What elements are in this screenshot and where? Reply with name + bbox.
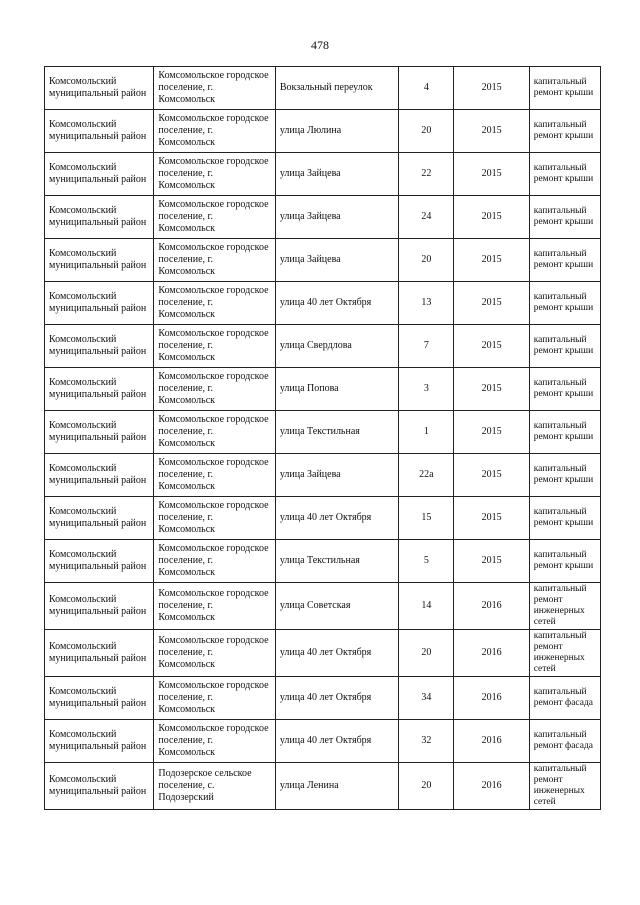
district-cell: Комсомольский муниципальный район <box>45 67 154 110</box>
year-cell: 2015 <box>454 368 529 411</box>
work-type-cell: капитальный ремонт крыши <box>529 497 600 540</box>
year-cell: 2016 <box>454 763 529 810</box>
district-cell: Комсомольский муниципальный район <box>45 720 154 763</box>
year-cell: 2015 <box>454 282 529 325</box>
table-row <box>45 497 601 540</box>
table-row <box>45 411 601 454</box>
settlement-cell: Комсомольское городское поселение, г. Комсомольск <box>154 720 275 763</box>
table-row <box>45 153 601 196</box>
district-cell: Комсомольский муниципальный район <box>45 540 154 583</box>
district-cell: Комсомольский муниципальный район <box>45 630 154 677</box>
table-row <box>45 67 601 110</box>
year-cell: 2015 <box>454 454 529 497</box>
district-cell: Комсомольский муниципальный район <box>45 454 154 497</box>
work-type-cell: капитальный ремонт крыши <box>529 368 600 411</box>
street-cell: улица 40 лет Октября <box>275 677 398 720</box>
page-number: 478 <box>311 38 329 52</box>
street-cell: улица 40 лет Октября <box>275 497 398 540</box>
table-row <box>45 630 601 677</box>
house-number-cell: 20 <box>399 630 454 677</box>
district-cell: Комсомольский муниципальный район <box>45 196 154 239</box>
year-cell: 2015 <box>454 239 529 282</box>
work-type-cell: капитальный ремонт крыши <box>529 282 600 325</box>
settlement-cell: Комсомольское городское поселение, г. Комсомольск <box>154 67 275 110</box>
street-cell: улица Свердлова <box>275 325 398 368</box>
street-cell: улица Зайцева <box>275 153 398 196</box>
work-type-cell: капитальный ремонт крыши <box>529 454 600 497</box>
street-cell: улица 40 лет Октября <box>275 282 398 325</box>
year-cell: 2015 <box>454 153 529 196</box>
table-row <box>45 583 601 630</box>
table-row <box>45 720 601 763</box>
work-type-cell: капитальный ремонт инженерных сетей <box>529 630 600 677</box>
work-type-cell: капитальный ремонт крыши <box>529 67 600 110</box>
settlement-cell: Комсомольское городское поселение, г. Комсомольск <box>154 153 275 196</box>
settlement-cell: Комсомольское городское поселение, г. Комсомольск <box>154 630 275 677</box>
table-row <box>45 239 601 282</box>
house-number-cell: 1 <box>399 411 454 454</box>
house-number-cell: 20 <box>399 763 454 810</box>
house-number-cell: 3 <box>399 368 454 411</box>
work-type-cell: капитальный ремонт крыши <box>529 239 600 282</box>
street-cell: улица Текстильная <box>275 540 398 583</box>
settlement-cell: Комсомольское городское поселение, г. Комсомольск <box>154 583 275 630</box>
district-cell: Комсомольский муниципальный район <box>45 411 154 454</box>
house-number-cell: 5 <box>399 540 454 583</box>
house-number-cell: 13 <box>399 282 454 325</box>
settlement-cell: Подозерское сельское поселение, с. Подозерский <box>154 763 275 810</box>
district-cell: Комсомольский муниципальный район <box>45 368 154 411</box>
settlement-cell: Комсомольское городское поселение, г. Комсомольск <box>154 110 275 153</box>
district-cell: Комсомольский муниципальный район <box>45 677 154 720</box>
settlement-cell: Комсомольское городское поселение, г. Комсомольск <box>154 454 275 497</box>
year-cell: 2015 <box>454 497 529 540</box>
house-number-cell: 24 <box>399 196 454 239</box>
settlement-cell: Комсомольское городское поселение, г. Комсомольск <box>154 282 275 325</box>
table-row <box>45 110 601 153</box>
table-row <box>45 368 601 411</box>
table-row <box>45 282 601 325</box>
district-cell: Комсомольский муниципальный район <box>45 763 154 810</box>
street-cell: улица Советская <box>275 583 398 630</box>
table-row <box>45 540 601 583</box>
district-cell: Комсомольский муниципальный район <box>45 325 154 368</box>
settlement-cell: Комсомольское городское поселение, г. Комсомольск <box>154 368 275 411</box>
work-type-cell: капитальный ремонт крыши <box>529 325 600 368</box>
year-cell: 2015 <box>454 110 529 153</box>
settlement-cell: Комсомольское городское поселение, г. Комсомольск <box>154 540 275 583</box>
year-cell: 2015 <box>454 67 529 110</box>
table-row <box>45 677 601 720</box>
house-number-cell: 34 <box>399 677 454 720</box>
year-cell: 2015 <box>454 325 529 368</box>
house-number-cell: 7 <box>399 325 454 368</box>
year-cell: 2016 <box>454 677 529 720</box>
house-number-cell: 22 <box>399 153 454 196</box>
work-type-cell: капитальный ремонт фасада <box>529 720 600 763</box>
street-cell: улица 40 лет Октября <box>275 630 398 677</box>
district-cell: Комсомольский муниципальный район <box>45 282 154 325</box>
district-cell: Комсомольский муниципальный район <box>45 497 154 540</box>
work-type-cell: капитальный ремонт крыши <box>529 196 600 239</box>
table-body <box>45 67 601 810</box>
district-cell: Комсомольский муниципальный район <box>45 153 154 196</box>
year-cell: 2016 <box>454 720 529 763</box>
street-cell: улица Люлина <box>275 110 398 153</box>
work-type-cell: капитальный ремонт крыши <box>529 110 600 153</box>
table-row <box>45 454 601 497</box>
table-row <box>45 763 601 810</box>
district-cell: Комсомольский муниципальный район <box>45 239 154 282</box>
street-cell: улица Попова <box>275 368 398 411</box>
work-type-cell: капитальный ремонт инженерных сетей <box>529 763 600 810</box>
street-cell: улица Текстильная <box>275 411 398 454</box>
street-cell: улица Зайцева <box>275 196 398 239</box>
house-number-cell: 20 <box>399 110 454 153</box>
street-cell: Вокзальный переулок <box>275 67 398 110</box>
house-number-cell: 4 <box>399 67 454 110</box>
table-row <box>45 325 601 368</box>
settlement-cell: Комсомольское городское поселение, г. Комсомольск <box>154 239 275 282</box>
year-cell: 2016 <box>454 583 529 630</box>
work-type-cell: капитальный ремонт фасада <box>529 677 600 720</box>
street-cell: улица Зайцева <box>275 454 398 497</box>
settlement-cell: Комсомольское городское поселение, г. Комсомольск <box>154 677 275 720</box>
street-cell: улица Зайцева <box>275 239 398 282</box>
year-cell: 2015 <box>454 196 529 239</box>
work-type-cell: капитальный ремонт крыши <box>529 411 600 454</box>
work-type-cell: капитальный ремонт крыши <box>529 540 600 583</box>
house-number-cell: 14 <box>399 583 454 630</box>
settlement-cell: Комсомольское городское поселение, г. Комсомольск <box>154 411 275 454</box>
settlement-cell: Комсомольское городское поселение, г. Комсомольск <box>154 497 275 540</box>
house-number-cell: 22а <box>399 454 454 497</box>
street-cell: улица Ленина <box>275 763 398 810</box>
housing-repair-table <box>44 66 601 810</box>
year-cell: 2015 <box>454 540 529 583</box>
district-cell: Комсомольский муниципальный район <box>45 110 154 153</box>
work-type-cell: капитальный ремонт инженерных сетей <box>529 583 600 630</box>
settlement-cell: Комсомольское городское поселение, г. Комсомольск <box>154 325 275 368</box>
table-row <box>45 196 601 239</box>
house-number-cell: 15 <box>399 497 454 540</box>
house-number-cell: 32 <box>399 720 454 763</box>
street-cell: улица 40 лет Октября <box>275 720 398 763</box>
year-cell: 2016 <box>454 630 529 677</box>
year-cell: 2015 <box>454 411 529 454</box>
district-cell: Комсомольский муниципальный район <box>45 583 154 630</box>
house-number-cell: 20 <box>399 239 454 282</box>
settlement-cell: Комсомольское городское поселение, г. Комсомольск <box>154 196 275 239</box>
work-type-cell: капитальный ремонт крыши <box>529 153 600 196</box>
